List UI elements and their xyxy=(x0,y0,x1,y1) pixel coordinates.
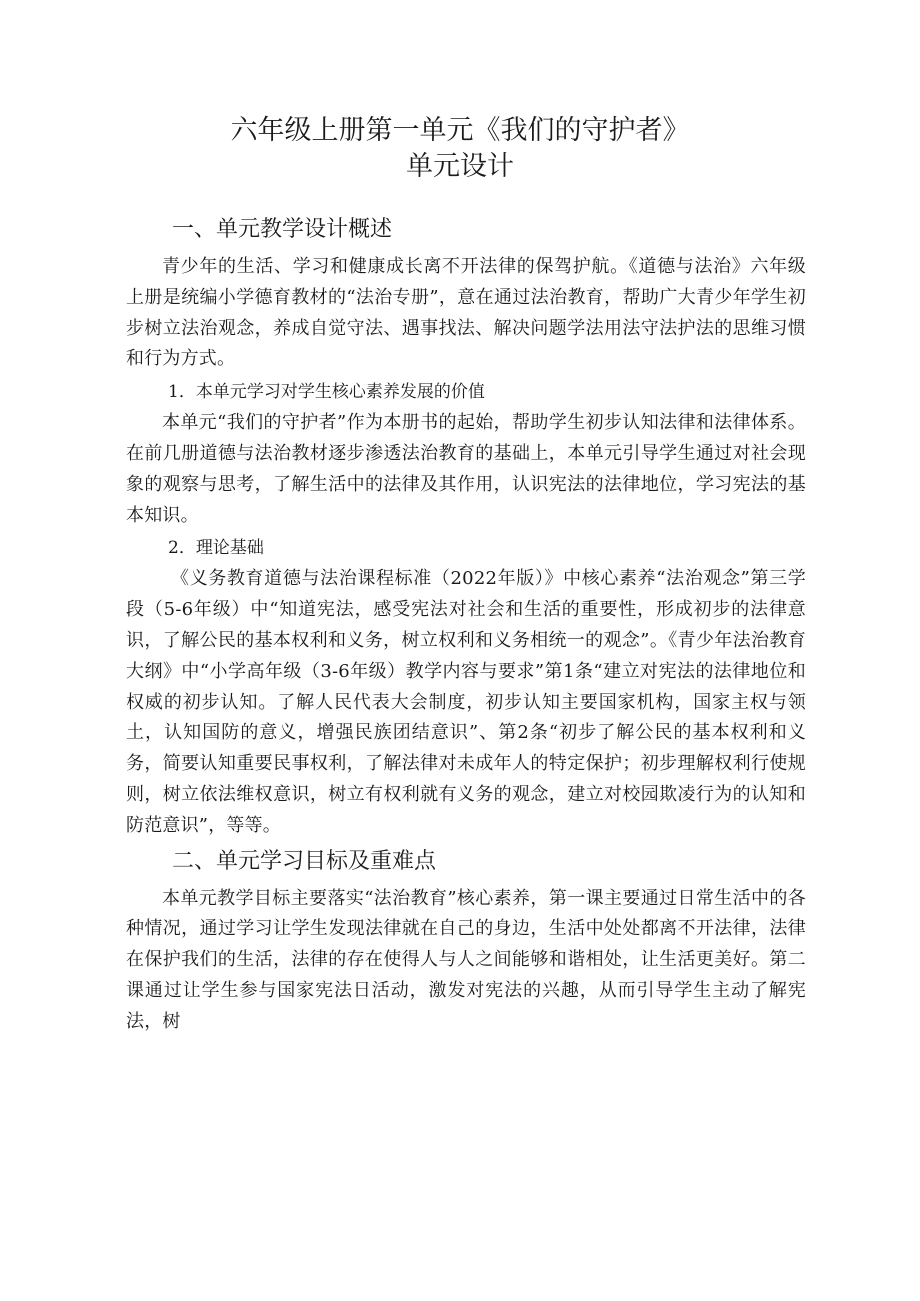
paragraph-goals: 本单元教学目标主要落实“法治教育”核心素养，第一课主要通过日常生活中的各种情况，通过学习让学生发现法律就在自己的身边，生活中处处都离不开法律，法律在保护我们的生活，法律的存在使得人与人之间能够和谐相处，让生活更美好。第二课通过让学生参与国家宪法日活动，激发对宪法的兴趣，从而引导学生主动了解宪法，树 xyxy=(126,887,806,1032)
paragraph-theory: 《义务教育道德与法治课程标准（2022年版）》中核心素养“法治观念”第三学段（5-6年级）中“知道宪法，感受宪法对社会和生活的重要性，形成初步的法律意识，了解公民的基本权利和义务，树立权利和义务相统一的观念”。《青少年法治教育大纲》中“小学高年级（3-6年级）教学内容与要求”第1条“建立对宪法的法律地位和权威的初步认知。了解人民代表大会制度，初步认知主要国家机构，国家主权与领土，认知国防的意义，增强民族团结意识”、第2条“初步了解公民的基本权利和义务，简要认知重要民事权利，了解法律对未成年人的特定保护；初步理解权利行使规则，树立依法维权意识，树立有权利就有义务的观念，建立对校园欺凌行为的认知和防范意识”，等等。 xyxy=(126,568,806,836)
section-heading-overview: 一、单元教学设计概述 xyxy=(172,217,393,242)
subheading-theory: 2．理论基础 xyxy=(168,538,264,559)
paragraph-value: 本单元“我们的守护者”作为本册书的起始，帮助学生初步认知法律和法律体系。在前几册道德与法治教材逐步渗透法治教育的基础上，本单元引导学生通过对社会现象的观察与思考，了解生活中的法律及其作用，认识宪法的法律地位，学习宪法的基本知识。 xyxy=(126,412,806,526)
paragraph-intro: 青少年的生活、学习和健康成长离不开法律的保驾护航。《道德与法治》六年级上册是统编小学德育教材的“法治专册”，意在通过法治教育，帮助广大青少年学生初步树立法治观念，养成自觉守法、遇事找法、解决问题学法用法守法护法的思维习惯和行为方式。 xyxy=(126,256,806,370)
document-body xyxy=(126,214,806,1038)
document-title: 六年级上册第一单元《我们的守护者》 xyxy=(230,115,690,146)
subheading-value: 1．本单元学习对学生核心素养发展的价值 xyxy=(168,382,485,403)
document-subtitle: 单元设计 xyxy=(406,151,514,182)
section-heading-goals: 二、单元学习目标及重难点 xyxy=(172,848,437,874)
